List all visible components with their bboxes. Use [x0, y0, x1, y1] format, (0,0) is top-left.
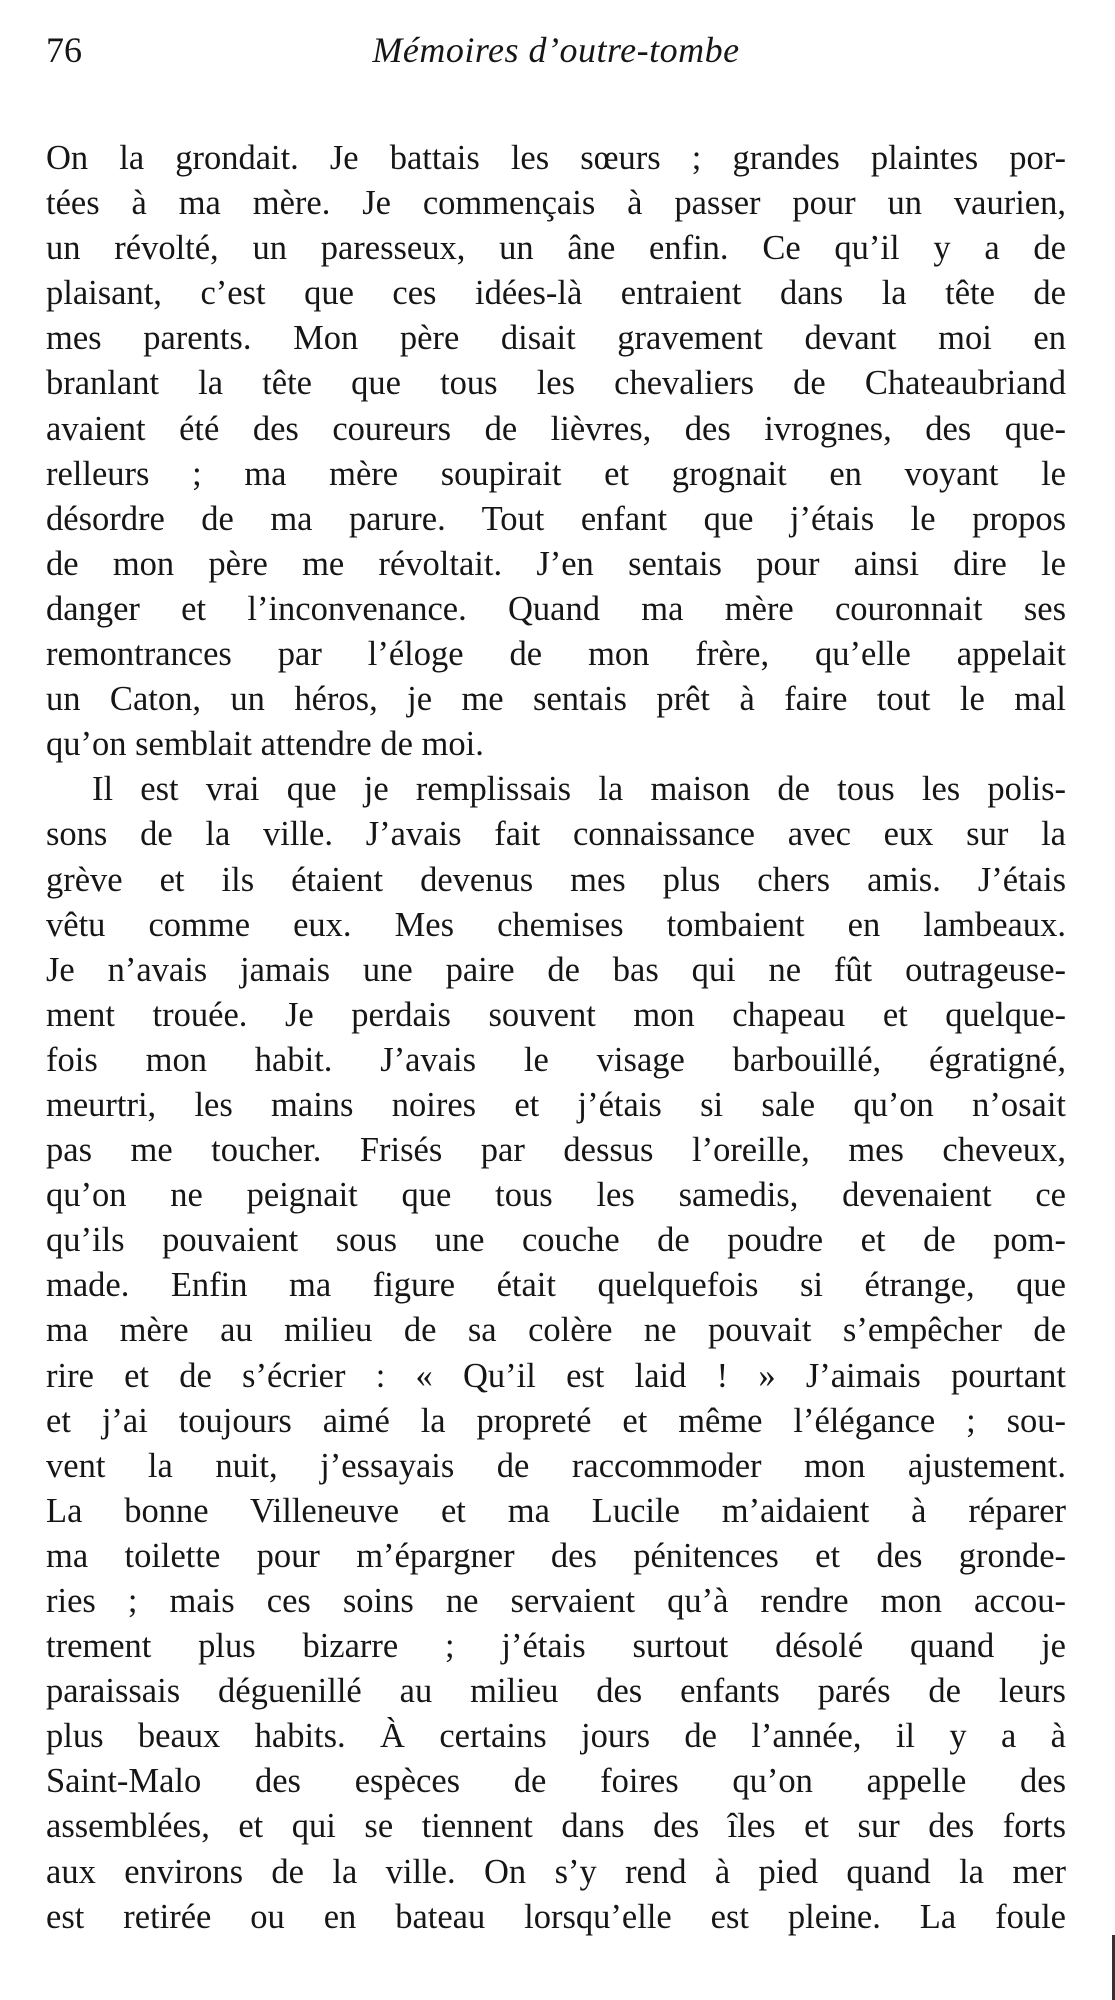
text-line: un révolté, un paresseux, un âne enfin. Ce qu’il y a de [46, 229, 1066, 268]
text-line: plaisant, c’est que ces idées-là entraient dans la tête de [46, 274, 1066, 313]
text-line: vent la nuit, j’essayais de raccommoder mon ajustement. [46, 1446, 1066, 1485]
text-line: sons de la ville. J’avais fait connaissance avec eux sur la [46, 815, 1066, 854]
text-line: rire et de s’écrier : « Qu’il est laid ! » J’aimais pourtant [46, 1356, 1066, 1395]
text-line: Saint-Malo des espèces de foires qu’on appelle des [46, 1762, 1066, 1801]
text-line: vêtu comme eux. Mes chemises tombaient en lambeaux. [46, 905, 1066, 944]
text-line: remontrances par l’éloge de mon frère, qu’elle appelait [46, 635, 1066, 674]
text-line: branlant la tête que tous les chevaliers de Chateaubriand [46, 364, 1066, 403]
text-line: ries ; mais ces soins ne servaient qu’à rendre mon accou- [46, 1582, 1066, 1620]
text-line: avaient été des coureurs de lièvres, des ivrognes, des que- [46, 409, 1066, 448]
paragraph [46, 136, 1066, 767]
text-line: et j’ai toujours aimé la propreté et même l’élégance ; sou- [46, 1401, 1066, 1440]
text-line: ment trouée. Je perdais souvent mon chapeau et quelque- [46, 995, 1066, 1034]
text-line: La bonne Villeneuve et ma Lucile m’aidaient à réparer [46, 1491, 1066, 1530]
text-line: un Caton, un héros, je me sentais prêt à faire tout le mal [46, 680, 1066, 719]
text-line: ma mère au milieu de sa colère ne pouvait s’empêcher de [46, 1311, 1066, 1350]
text-line: pas me toucher. Frisés par dessus l’oreille, mes cheveux, [46, 1131, 1066, 1170]
text-line: désordre de ma parure. Tout enfant que j’étais le propos [46, 499, 1066, 538]
text-line: mes parents. Mon père disait gravement devant moi en [46, 319, 1066, 358]
text-line: qu’ils pouvaient sous une couche de poudre et de pom- [46, 1221, 1066, 1260]
text-line: plus beaux habits. À certains jours de l’année, il y a à [46, 1717, 1066, 1756]
text-line: de mon père me révoltait. J’en sentais pour ainsi dire le [46, 544, 1066, 583]
text-line: On la grondait. Je battais les sœurs ; grandes plaintes por- [46, 139, 1066, 177]
text-line: assemblées, et qui se tiennent dans des îles et sur des forts [46, 1807, 1066, 1846]
text-line: aux environs de la ville. On s’y rend à pied quand la mer [46, 1852, 1066, 1891]
text-line: made. Enfin ma figure était quelquefois si étrange, que [46, 1266, 1066, 1305]
text-line: tées à ma mère. Je commençais à passer pour un vaurien, [46, 184, 1066, 223]
text-line: grève et ils étaient devenus mes plus chers amis. J’étais [46, 860, 1066, 899]
text-line: est retirée ou en bateau lorsqu’elle est pleine. La foule [46, 1897, 1066, 1936]
page-header [46, 28, 1066, 80]
text-line: fois mon habit. J’avais le visage barbouillé, égratigné, [46, 1040, 1066, 1079]
text-line: qu’on ne peignait que tous les samedis, devenaient ce [46, 1176, 1066, 1215]
text-line: ma toilette pour m’épargner des pénitences et des gronde- [46, 1536, 1066, 1575]
text-line: Je n’avais jamais une paire de bas qui ne fût outrageuse- [46, 950, 1066, 989]
page-number: 76 [46, 30, 82, 70]
text-line: trement plus bizarre ; j’étais surtout désolé quand je [46, 1627, 1066, 1666]
paragraph [46, 767, 1066, 1939]
text-line: relleurs ; ma mère soupirait et grognait en voyant le [46, 454, 1066, 493]
text-line: qu’on semblait attendre de moi. [46, 725, 484, 764]
text-line: meurtri, les mains noires et j’étais si sale qu’on n’osait [46, 1085, 1066, 1124]
text-line: Il est vrai que je remplissais la maison de tous les polis- [92, 770, 1066, 809]
body-text [46, 136, 1066, 1940]
text-line: danger et l’inconvenance. Quand ma mère couronnait ses [46, 589, 1066, 628]
text-line: paraissais déguenillé au milieu des enfants parés de leurs [46, 1672, 1066, 1711]
running-title: Mémoires d’outre-tombe [372, 30, 740, 70]
book-page [46, 28, 1066, 1940]
